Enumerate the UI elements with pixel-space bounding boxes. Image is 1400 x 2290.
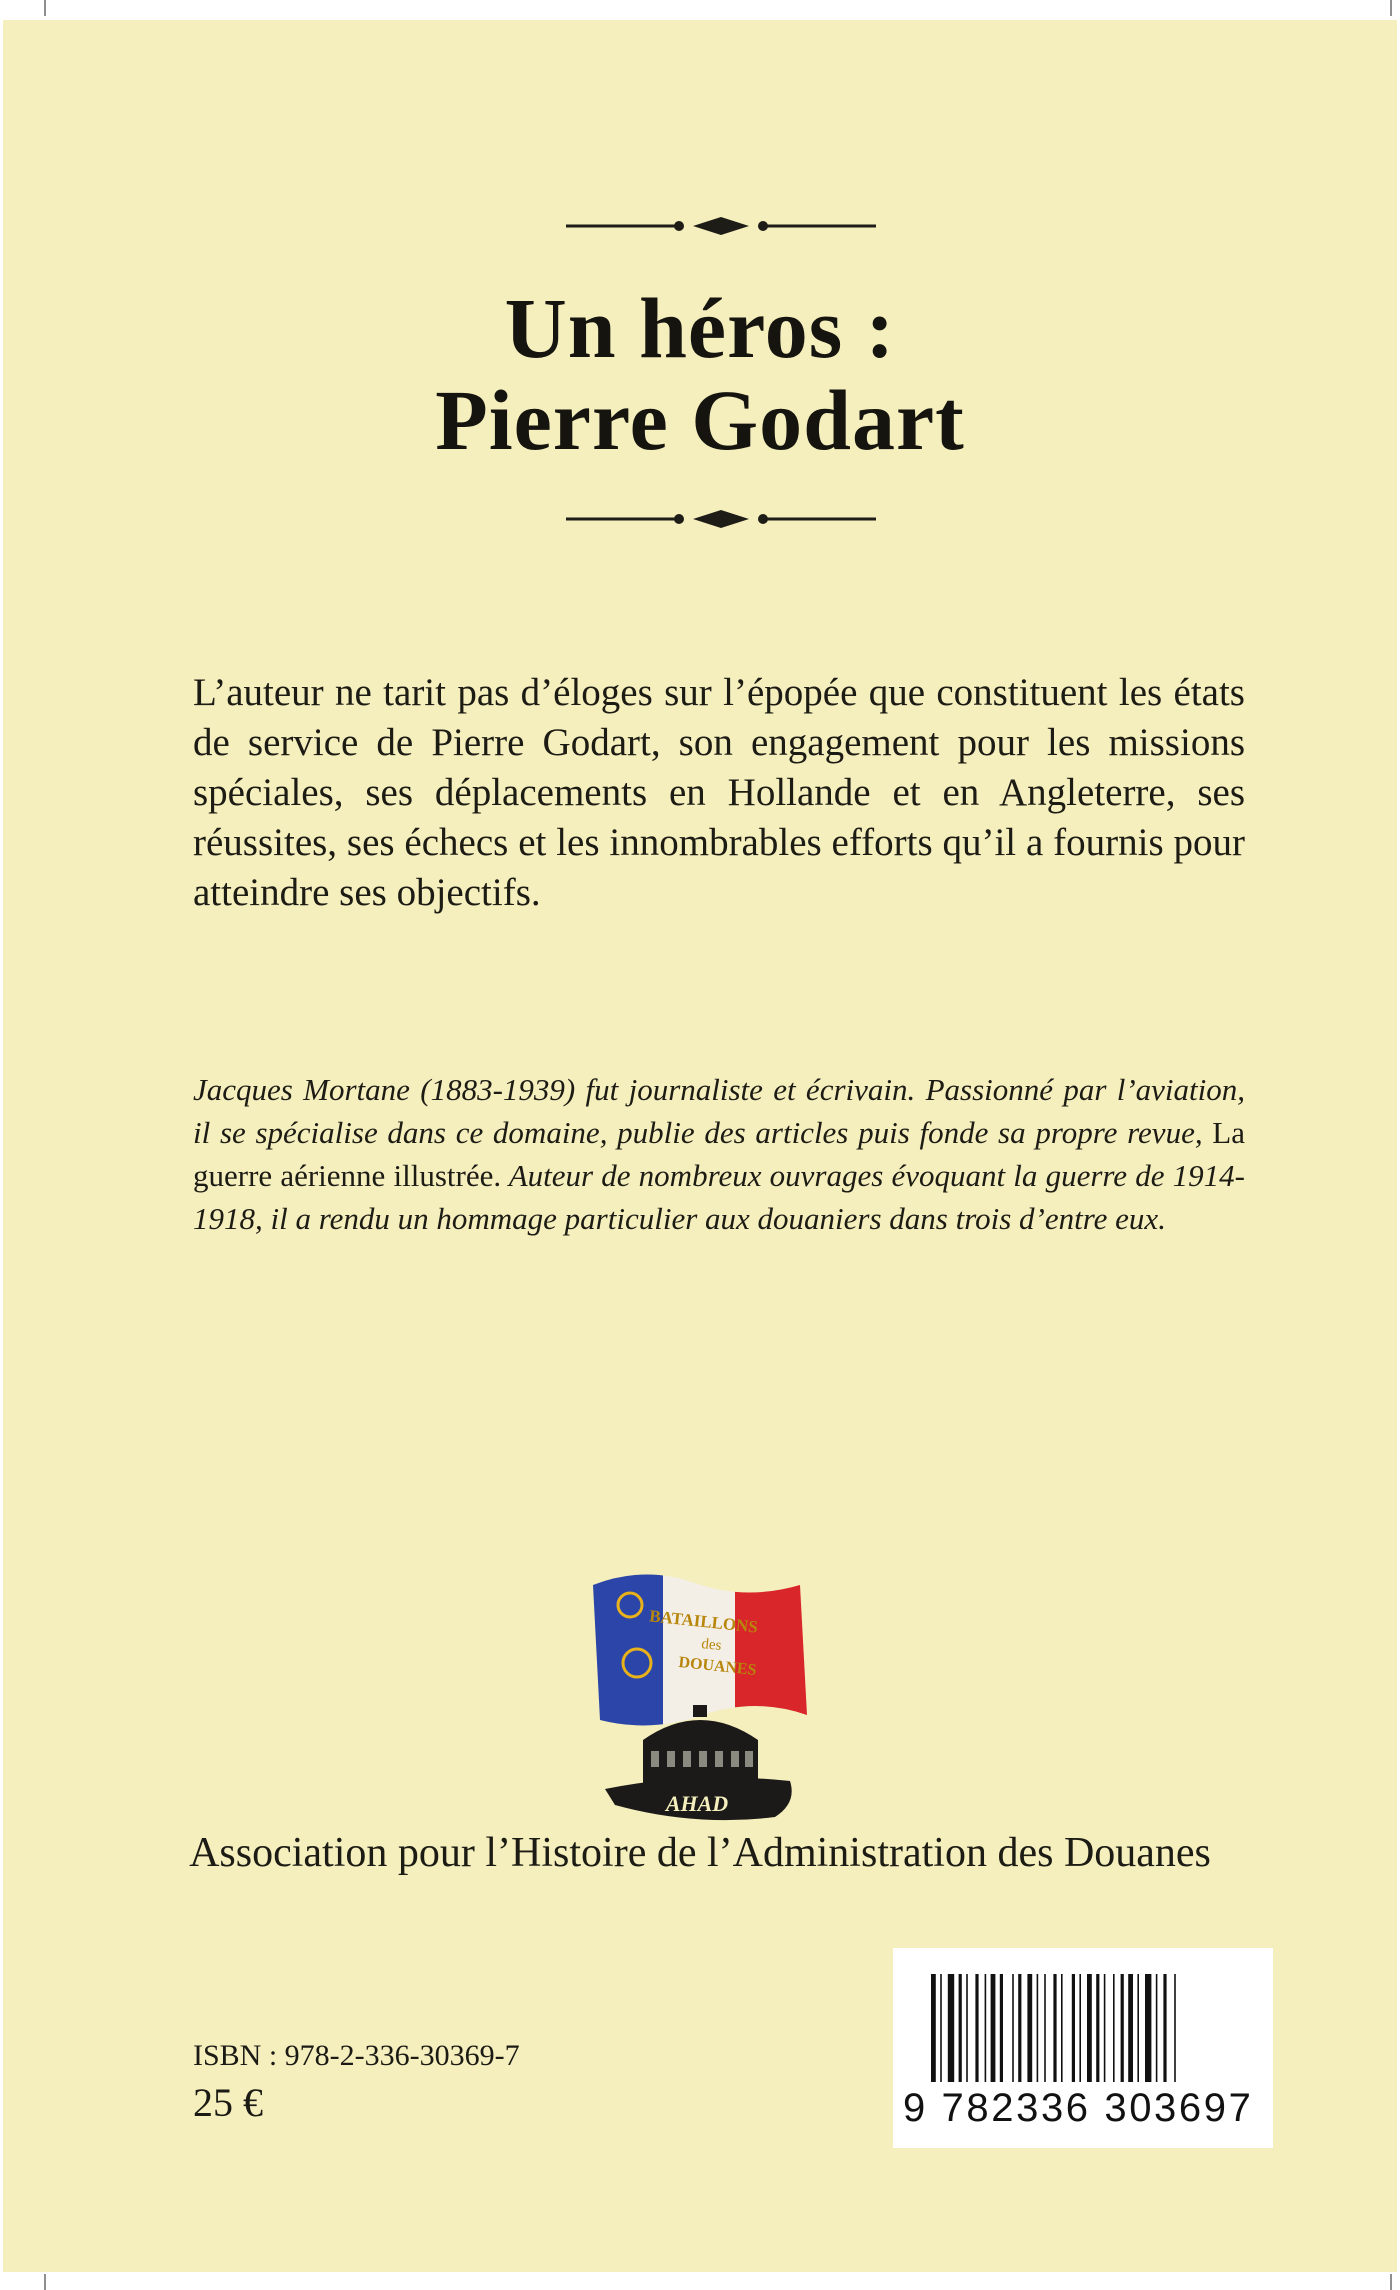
barcode-bar (1096, 1974, 1099, 2082)
barcode-bar (1163, 1974, 1166, 2082)
author-bio-part2: Auteur de nombreux ouvrages évoquant la guerre de 1914-1918, il a rendu un hommage particulier aux douaniers dans trois d’entre eux. (193, 1158, 1245, 1236)
crop-mark-top-left (44, 0, 46, 16)
isbn: ISBN : 978-2-336-30369-7 (193, 2039, 520, 2072)
author-bio-part1: Jacques Mortane (1883-1939) fut journaliste et écrivain. Passionné par l’aviation, il se spécialise dans ce domaine, publie des articles puis fonde sa propre revue, (193, 1072, 1245, 1150)
barcode-bar (1174, 1974, 1176, 2082)
barcode-bar (975, 1974, 978, 2082)
barcode-bar (985, 1974, 987, 2082)
barcode-bar (1104, 1974, 1106, 2082)
barcode-bar (1027, 1974, 1032, 2082)
flag-text-line1: BATAILLONS (648, 1606, 759, 1637)
barcode (893, 1948, 1273, 2148)
barcode-bar (991, 1974, 996, 2082)
blurb-paragraph: L’auteur ne tarit pas d’éloges sur l’épopée que constituent les états de service de Pierre Godart, son engagement pour les missions spéciales, ses déplacements en Hollande et en Angleterre, ses réussites, ses échecs et les innombrables efforts qu’il a fournis pour atteindre ses objectifs. (193, 671, 1245, 914)
barcode-bar (1121, 1974, 1124, 2082)
barcode-bar (1145, 1974, 1151, 2082)
french-flag-logo-icon (585, 1565, 815, 1830)
flag-text-line3: DOUANES (677, 1653, 758, 1680)
fleuron-divider-icon (566, 216, 876, 236)
barcode-bar (940, 1974, 942, 2082)
barcode-bar (931, 1974, 936, 2082)
logo-banner-text: AHAD (665, 1791, 729, 1816)
barcode-bar (1113, 1974, 1115, 2082)
barcode-bar (1137, 1974, 1139, 2082)
review-title: La guerre aérienne illustrée. (193, 1115, 1245, 1193)
barcode-bar (1044, 1974, 1046, 2082)
crop-mark-bottom-right (1390, 2274, 1392, 2290)
barcode-bar (1061, 1974, 1063, 2082)
barcode-bar (948, 1974, 954, 2082)
fleuron-divider-icon (566, 509, 876, 529)
barcode-bar (1079, 1974, 1081, 2082)
crop-mark-bottom-left (44, 2274, 46, 2290)
barcode-bar (1087, 1974, 1092, 2082)
barcode-bar (1072, 1974, 1075, 2082)
barcode-bar (1128, 1974, 1133, 2082)
flag-text-line2: des (700, 1636, 723, 1655)
barcode-bar (1018, 1974, 1021, 2082)
barcode-bar (1156, 1974, 1158, 2082)
book-title-line2: Pierre Godart (435, 372, 965, 468)
barcode-bar (1053, 1974, 1056, 2082)
barcode-bar (966, 1974, 968, 2082)
barcode-bar (1012, 1974, 1014, 2082)
barcode-bar (1037, 1974, 1039, 2082)
author-bio-paragraph (193, 1068, 1245, 1240)
crop-mark-top-right (1390, 0, 1392, 16)
book-title-line1: Un héros : (504, 280, 896, 376)
barcode-bar (959, 1974, 962, 2082)
barcode-bar (1000, 1974, 1003, 2082)
price: 25 € (193, 2080, 263, 2125)
association-name: Association pour l’Histoire de l’Administration des Douanes (189, 1830, 1211, 1876)
barcode-digits: 9 782336 303697 (903, 2086, 1254, 2130)
